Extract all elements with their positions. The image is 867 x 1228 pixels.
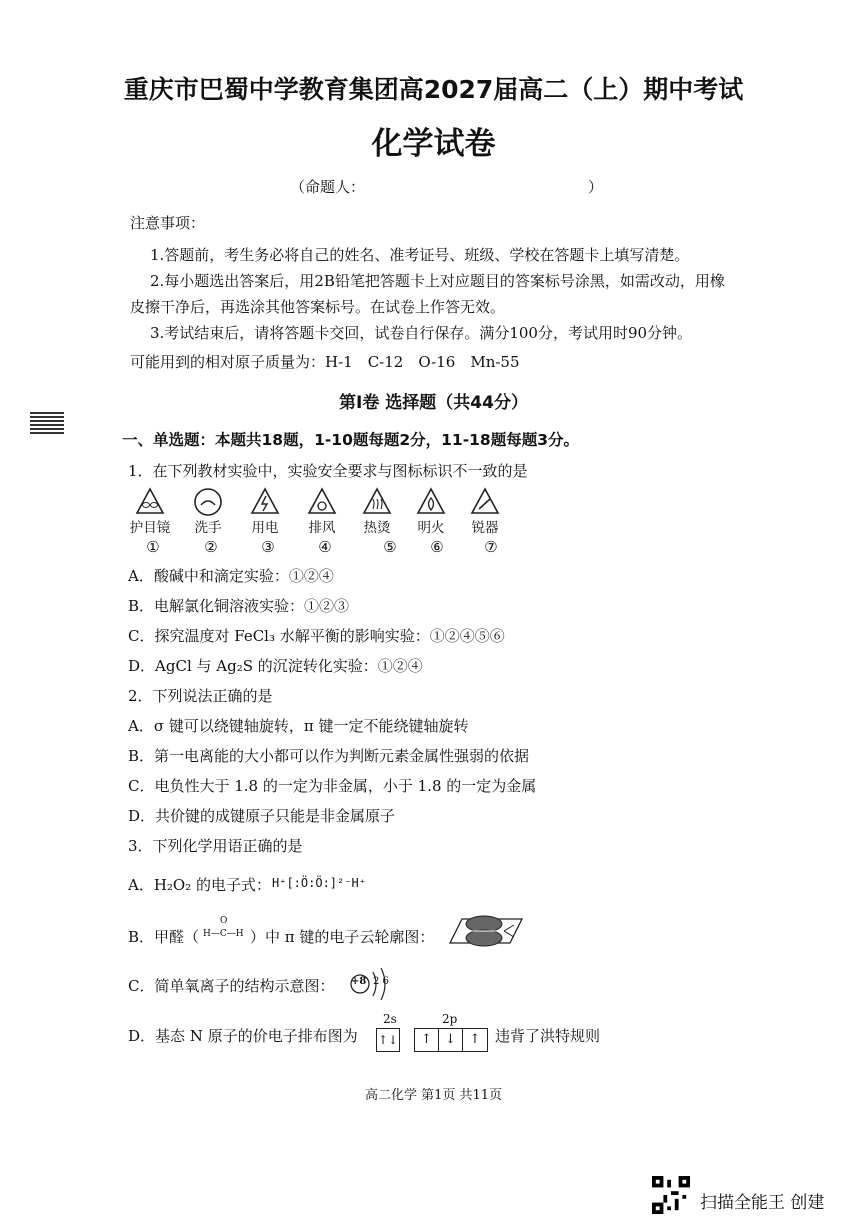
formaldehyde-chain: H—C—H bbox=[203, 929, 244, 939]
electron-shells: 2 6 bbox=[373, 976, 389, 987]
icon-number: ③ bbox=[261, 538, 275, 556]
margin-mark-icon bbox=[30, 412, 64, 434]
q3-option-a: A．H₂O₂ 的电子式： bbox=[128, 876, 272, 894]
hand-wash-icon bbox=[193, 487, 223, 517]
sharp-object-icon bbox=[470, 487, 500, 517]
q3-option-b-post: ）中 π 键的电子云轮廓图： bbox=[250, 928, 435, 946]
icon-number: ② bbox=[204, 538, 218, 556]
subject-title: 化学试卷 bbox=[371, 126, 496, 162]
orbital-label-2p: 2p bbox=[442, 1012, 458, 1026]
q2-option-c: C．电负性大于 1.8 的一定为非金属，小于 1.8 的一定为金属 bbox=[128, 777, 537, 795]
orbital-cell: ↓ bbox=[439, 1029, 463, 1051]
icon-number: ⑤ bbox=[383, 538, 397, 556]
part-heading: 一、单选题：本题共18题，1-10题每题2分，11-18题每题3分。 bbox=[122, 431, 580, 449]
q2-option-b: B．第一电离能的大小都可以作为判断元素金属性强弱的依据 bbox=[128, 747, 530, 765]
author-close: ） bbox=[588, 178, 604, 196]
q3-option-c: C．简单氧离子的结构示意图： bbox=[128, 977, 335, 995]
orbital-cell: ↑ bbox=[469, 1032, 481, 1047]
page-footer: 高二化学 第1页 共11页 bbox=[364, 1088, 503, 1103]
hot-surface-icon bbox=[362, 487, 392, 517]
icon-number: ① bbox=[146, 538, 160, 556]
q3-option-d-post: 违背了洪特规则 bbox=[495, 1027, 601, 1045]
qr-code-icon bbox=[652, 1176, 690, 1214]
icon-label: 排风 bbox=[308, 520, 336, 536]
goggles-icon bbox=[135, 487, 165, 517]
icon-number: ⑥ bbox=[430, 538, 444, 556]
section-title: 第Ⅰ卷 选择题（共44分） bbox=[339, 393, 528, 413]
q3-option-b-pre: B．甲醛（ bbox=[128, 928, 200, 946]
exam-title: 重庆市巴蜀中学教育集团高2027届高二（上）期中考试 bbox=[123, 75, 744, 104]
icon-number: ④ bbox=[318, 538, 332, 556]
orbital-box-2p bbox=[414, 1028, 488, 1052]
note-item: 皮擦干净后，再选涂其他答案标号。在试卷上作答无效。 bbox=[130, 298, 506, 316]
pi-bond-cloud-icon bbox=[448, 913, 524, 949]
orbital-label-2s: 2s bbox=[383, 1012, 397, 1026]
q1-stem: 1．在下列教材实验中，实验安全要求与图标标识不一致的是 bbox=[128, 462, 528, 480]
atomic-mass-line: 可能用到的相对原子质量为：H-1 C-12 O-16 Mn-55 bbox=[130, 353, 520, 371]
scanner-watermark: 扫描全能王 创建 bbox=[700, 1193, 825, 1213]
icon-label: 用电 bbox=[251, 520, 279, 536]
icon-number: ⑦ bbox=[484, 538, 498, 556]
q3-stem: 3．下列化学用语正确的是 bbox=[128, 837, 303, 855]
icon-label: 洗手 bbox=[194, 520, 222, 536]
nucleus-charge: +8 bbox=[351, 976, 367, 987]
q3-option-d-pre: D．基态 N 原子的价电子排布图为 bbox=[128, 1027, 358, 1045]
formaldehyde-o: O bbox=[220, 916, 228, 926]
h2o2-electron-formula: H⁺[:Ö:Ö:]²⁻H⁺ bbox=[272, 876, 366, 890]
orbital-box-2s: ↑↓ bbox=[376, 1028, 400, 1052]
icon-label: 锐器 bbox=[471, 520, 499, 536]
q1-option-d: D．AgCl 与 Ag₂S 的沉淀转化实验：①②④ bbox=[128, 657, 423, 675]
q2-option-d: D．共价键的成键原子只能是非金属原子 bbox=[128, 807, 396, 825]
q1-option-b: B．电解氯化铜溶液实验：①②③ bbox=[128, 597, 350, 615]
q1-option-c: C．探究温度对 FeCl₃ 水解平衡的影响实验：①②④⑤⑥ bbox=[128, 627, 505, 645]
note-item: 2.每小题选出答案后，用2B铅笔把答题卡上对应题目的答案标号涂黑，如需改动，用橡 bbox=[150, 272, 725, 290]
q2-stem: 2．下列说法正确的是 bbox=[128, 687, 273, 705]
icon-label: 明火 bbox=[417, 520, 445, 536]
notes-heading: 注意事项： bbox=[130, 214, 206, 232]
q1-option-a: A．酸碱中和滴定实验：①②④ bbox=[128, 567, 334, 585]
orbital-cell: ↑ bbox=[415, 1029, 439, 1051]
electricity-icon bbox=[250, 487, 280, 517]
author-label: （命题人： bbox=[290, 178, 366, 196]
note-item: 3.考试结束后，请将答题卡交回，试卷自行保存。满分100分，考试用时90分钟。 bbox=[150, 324, 693, 342]
open-flame-icon bbox=[416, 487, 446, 517]
icon-label: 护目镜 bbox=[129, 520, 171, 536]
note-item: 1.答题前，考生务必将自己的姓名、准考证号、班级、学校在答题卡上填写清楚。 bbox=[150, 246, 690, 264]
icon-label: 热烫 bbox=[363, 520, 391, 536]
ventilation-icon bbox=[307, 487, 337, 517]
q2-option-a: A．σ 键可以绕键轴旋转，π 键一定不能绕键轴旋转 bbox=[128, 717, 469, 735]
